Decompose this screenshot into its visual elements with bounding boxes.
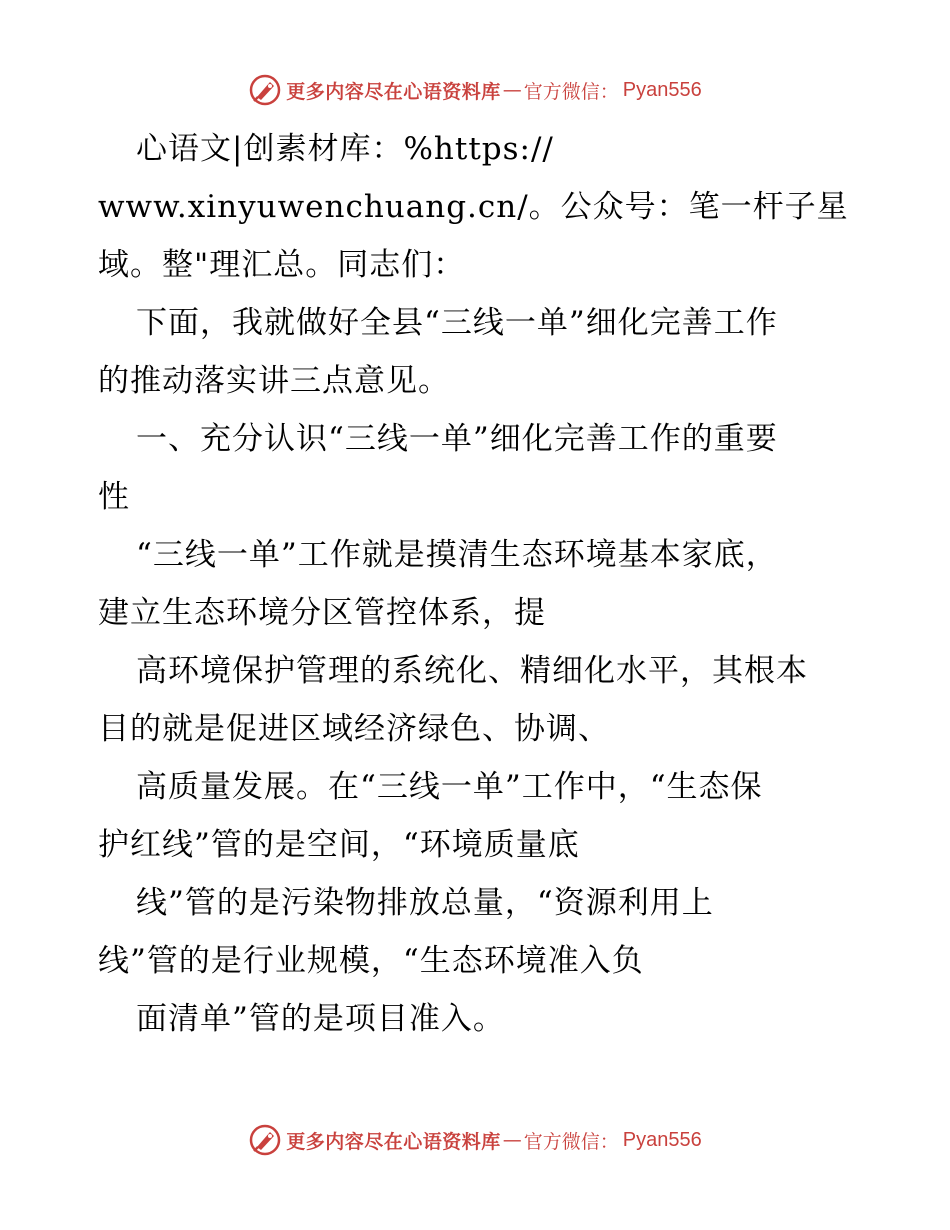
header-banner bbox=[0, 70, 950, 110]
banner-wechat-account: Pyan556 bbox=[622, 1128, 702, 1151]
banner-wechat-label: 官方微信： bbox=[523, 80, 619, 103]
banner-wechat-account: Pyan556 bbox=[622, 78, 702, 101]
text-line: “三线一单”工作就是摸清生态环境基本家底， bbox=[136, 537, 778, 573]
text-line: 护红线”管的是空间，“环境质量底 bbox=[98, 827, 580, 863]
text-line: 高质量发展。在“三线一单”工作中，“生态保 bbox=[136, 769, 763, 805]
text-line: www.xinyuwenchuang.cn/。公众号：笔一杆子星 bbox=[98, 189, 849, 225]
banner-wechat-label: 官方微信： bbox=[523, 1130, 619, 1153]
banner-separator: — bbox=[502, 1129, 522, 1151]
text-line: 面清单”管的是项目准入。 bbox=[136, 1001, 505, 1037]
pen-nib-logo-icon bbox=[248, 1123, 282, 1157]
pen-nib-logo-icon bbox=[248, 73, 282, 107]
text-line: 目的就是促进区域经济绿色、协调、 bbox=[98, 711, 610, 747]
text-line: 线”管的是污染物排放总量，“资源利用上 bbox=[136, 885, 714, 921]
text-line: 线”管的是行业规模，“生态环境准入负 bbox=[98, 943, 644, 979]
text-line: 域。整"理汇总。同志们： bbox=[98, 247, 466, 283]
banner-brand-text: 更多内容尽在心语资料库 bbox=[286, 1130, 501, 1153]
banner-separator: — bbox=[502, 79, 522, 101]
text-line: 建立生态环境分区管控体系，提 bbox=[98, 595, 546, 631]
section-heading-line: 性 bbox=[98, 479, 130, 515]
document-body bbox=[98, 120, 858, 1048]
text-line: 心语文|创素材库：%https:// bbox=[136, 131, 554, 167]
footer-banner bbox=[0, 1120, 950, 1160]
text-line: 下面，我就做好全县“三线一单”细化完善工作 bbox=[136, 305, 778, 341]
text-line: 的推动落实讲三点意见。 bbox=[98, 363, 450, 399]
text-line: 高环境保护管理的系统化、精细化水平，其根本 bbox=[136, 653, 808, 689]
banner-brand-text: 更多内容尽在心语资料库 bbox=[286, 80, 501, 103]
section-heading-line: 一、充分认识“三线一单”细化完善工作的重要 bbox=[136, 421, 778, 457]
